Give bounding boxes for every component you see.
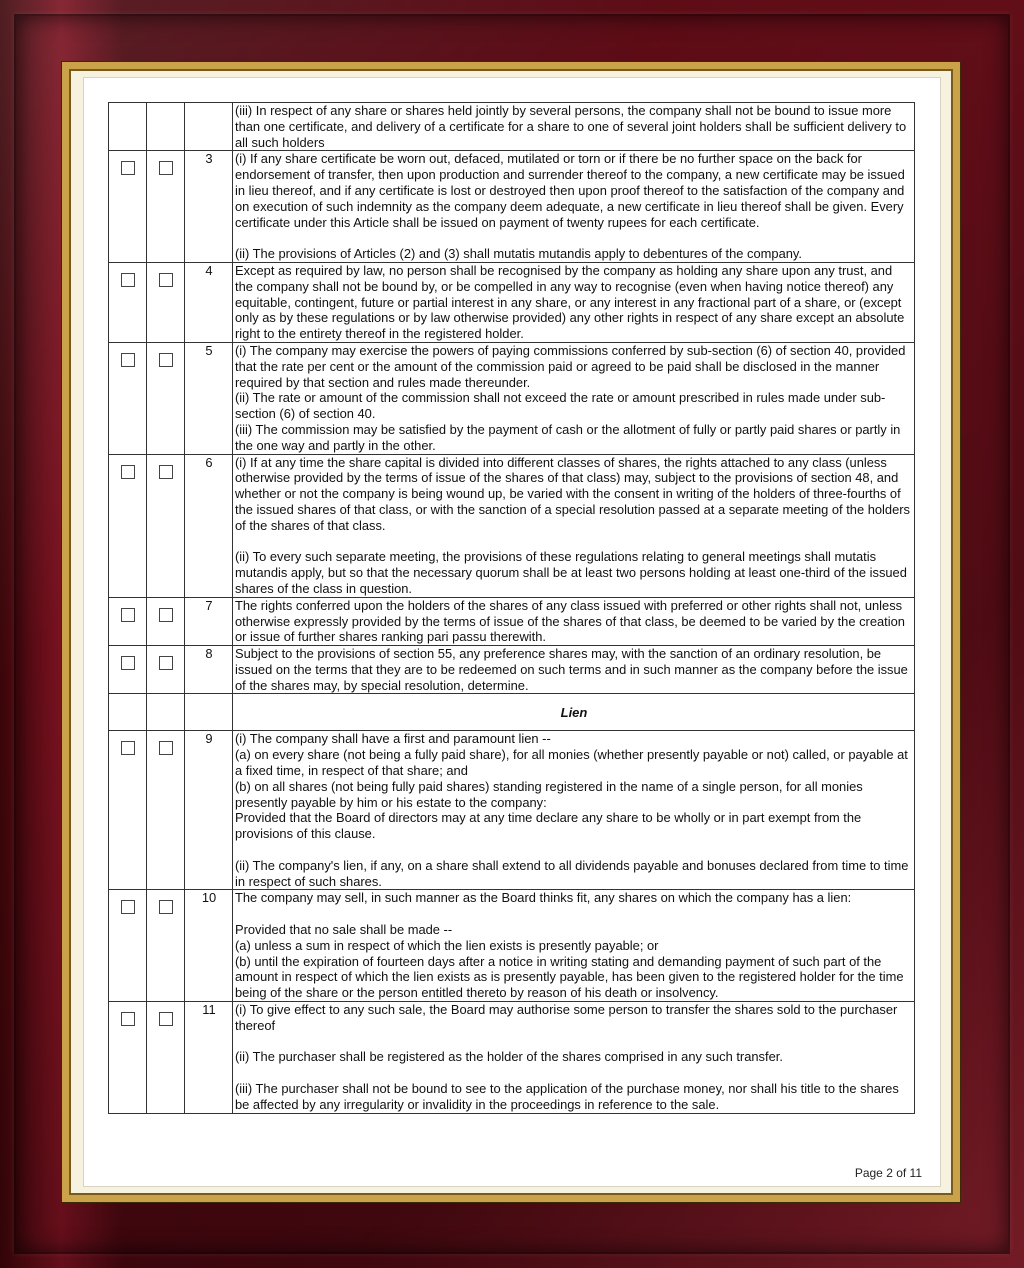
checkbox-cell-1: [109, 890, 147, 1002]
checkbox-cell-2: [147, 890, 185, 1002]
article-number: 3: [185, 151, 233, 263]
checkbox-cell-1: [109, 597, 147, 645]
article-text: (i) The company shall have a first and paramount lien -- (a) on every share (not being a fully paid share), for all monies (whether presently payable or not) called, or payable at a fixed time, in respect of that share; and (b) on all shares (not being fully paid shares) standing registered in the name of a single person, for all monies presently payable by him or his estate to the company: Provided that the Board of directors may at any time declare any share to be wholly or in part exempt from the provisions of this clause. (ii) The company's lien, if any, on a share shall extend to all dividends payable and bonuses declared from time to time in respect of such shares.: [233, 731, 915, 890]
article-row: [109, 262, 915, 342]
article-number: 11: [185, 1002, 233, 1114]
article-row: [109, 103, 915, 151]
checkbox-cell-2: [147, 694, 185, 731]
article-text: (i) If at any time the share capital is divided into different classes of shares, the rights attached to any class (unless otherwise provided by the terms of issue of the shares of that class) may, subject to the provisions of section 48, and whether or not the company is being wound up, be varied with the consent in writing of the holders of three-fourths of the issued shares of that class, or with the sanction of a special resolution passed at a separate meeting of the holders of the shares of that class. (ii) To every such separate meeting, the provisions of these regulations relating to general meetings shall mutatis mutandis apply, but so that the necessary quorum shall be at least two persons holding at least one-third of the issued shares of the class in question.: [233, 454, 915, 597]
checkbox-cell-1: [109, 694, 147, 731]
article-row: [109, 454, 915, 597]
checkbox-cell-2: [147, 262, 185, 342]
article-number: 10: [185, 890, 233, 1002]
article-number: 9: [185, 731, 233, 890]
article-text: Except as required by law, no person shall be recognised by the company as holding any share upon any trust, and the company shall not be bound by, or be compelled in any way to recognise (even when having notice thereof) any equitable, contingent, future or partial interest in any share, or any interest in any fractional part of a share, or (except only as by these regulations or by law otherwise provided) any other rights in respect of any share except an absolute right to the entirety thereof in the registered holder.: [233, 262, 915, 342]
checkbox-cell-1: [109, 454, 147, 597]
checkbox[interactable]: [121, 741, 135, 755]
article-row: [109, 890, 915, 1002]
checkbox[interactable]: [121, 465, 135, 479]
checkbox-cell-2: [147, 1002, 185, 1114]
checkbox-cell-1: [109, 262, 147, 342]
checkbox-cell-2: [147, 454, 185, 597]
checkbox[interactable]: [159, 465, 173, 479]
article-number: 8: [185, 646, 233, 694]
section-heading: Lien: [560, 704, 588, 720]
checkbox[interactable]: [121, 1012, 135, 1026]
checkbox-cell-1: [109, 151, 147, 263]
article-row: [109, 1002, 915, 1114]
checkbox-cell-2: [147, 646, 185, 694]
page-number: Page 2 of 11: [854, 1166, 922, 1180]
document-page: [84, 78, 940, 1186]
checkbox-cell-1: [109, 731, 147, 890]
article-text: (i) If any share certificate be worn out, defaced, mutilated or torn or if there be no further space on the back for endorsement of transfer, then upon production and surrender thereof to the company, a new certificate may be issued in lieu thereof, and if any certificate is lost or destroyed then upon proof thereof to the satisfaction of the company and on execution of such indemnity as the company deem adequate, a new certificate in lieu thereof shall be given. Every certificate under this Article shall be issued on payment of twenty rupees for each certificate. (ii) The provisions of Articles (2) and (3) shall mutatis mutandis apply to debentures of the company.: [233, 151, 915, 263]
checkbox[interactable]: [121, 656, 135, 670]
checkbox[interactable]: [159, 353, 173, 367]
article-text: (iii) In respect of any share or shares held jointly by several persons, the company shall not be bound to issue more than one certificate, and delivery of a certificate for a share to one of several joint holders shall be sufficient delivery to all such holders: [233, 103, 915, 151]
article-text: Subject to the provisions of section 55, any preference shares may, with the sanction of an ordinary resolution, be issued on the terms that they are to be redeemed on such terms and in such manner as the company before the issue of the shares may, by special resolution, determine.: [233, 646, 915, 694]
checkbox[interactable]: [159, 161, 173, 175]
checkbox[interactable]: [159, 1012, 173, 1026]
section-heading-row: [109, 694, 915, 731]
checkbox[interactable]: [121, 353, 135, 367]
checkbox-cell-1: [109, 342, 147, 454]
article-number: 5: [185, 342, 233, 454]
checkbox[interactable]: [159, 656, 173, 670]
checkbox-cell-2: [147, 103, 185, 151]
articles-table: [108, 102, 915, 1114]
checkbox[interactable]: [159, 273, 173, 287]
checkbox-cell-2: [147, 151, 185, 263]
article-row: [109, 646, 915, 694]
article-number: 7: [185, 597, 233, 645]
article-number: 6: [185, 454, 233, 597]
checkbox-cell-1: [109, 103, 147, 151]
article-row: [109, 151, 915, 263]
article-text: (i) To give effect to any such sale, the Board may authorise some person to transfer the shares sold to the purchaser thereof (ii) The purchaser shall be registered as the holder of the shares comprised in any such transfer. (iii) The purchaser shall not be bound to see to the application of the purchase money, nor shall his title to the shares be affected by any irregularity or invalidity in the proceedings in reference to the sale.: [233, 1002, 915, 1114]
checkbox[interactable]: [121, 608, 135, 622]
checkbox-cell-1: [109, 1002, 147, 1114]
checkbox[interactable]: [159, 741, 173, 755]
article-text: (i) The company may exercise the powers of paying commissions conferred by sub-section (6) of section 40, provided that the rate per cent or the amount of the commission paid or agreed to be paid shall be disclosed in the manner required by that section and rules made thereunder. (ii) The rate or amount of the commission shall not exceed the rate or amount prescribed in rules made under sub-section (6) of section 40. (iii) The commission may be satisfied by the payment of cash or the allotment of fully or partly paid shares or partly in the one way and partly in the other.: [233, 342, 915, 454]
article-text: The rights conferred upon the holders of the shares of any class issued with preferred or other rights shall not, unless otherwise expressly provided by the terms of issue of the shares of that class, be deemed to be varied by the creation or issue of further shares ranking pari passu therewith.: [233, 597, 915, 645]
checkbox[interactable]: [159, 900, 173, 914]
article-number: [185, 103, 233, 151]
article-row: [109, 731, 915, 890]
checkbox[interactable]: [121, 900, 135, 914]
article-row: [109, 597, 915, 645]
checkbox-cell-2: [147, 342, 185, 454]
checkbox[interactable]: [121, 161, 135, 175]
article-text: The company may sell, in such manner as the Board thinks fit, any shares on which the company has a lien: Provided that no sale shall be made -- (a) unless a sum in respect of which the lien exists is presently payable; or (b) until the expiration of fourteen days after a notice in writing stating and demanding payment of such part of the amount in respect of which the lien exists as is presently payable, has been given to the registered holder for the time being of the share or the person entitled thereto by reason of his death or insolvency.: [233, 890, 915, 1002]
checkbox[interactable]: [121, 273, 135, 287]
article-row: [109, 342, 915, 454]
checkbox-cell-2: [147, 597, 185, 645]
article-number: 4: [185, 262, 233, 342]
checkbox[interactable]: [159, 608, 173, 622]
checkbox-cell-2: [147, 731, 185, 890]
article-number: [185, 694, 233, 731]
section-heading-cell: [233, 694, 915, 731]
checkbox-cell-1: [109, 646, 147, 694]
